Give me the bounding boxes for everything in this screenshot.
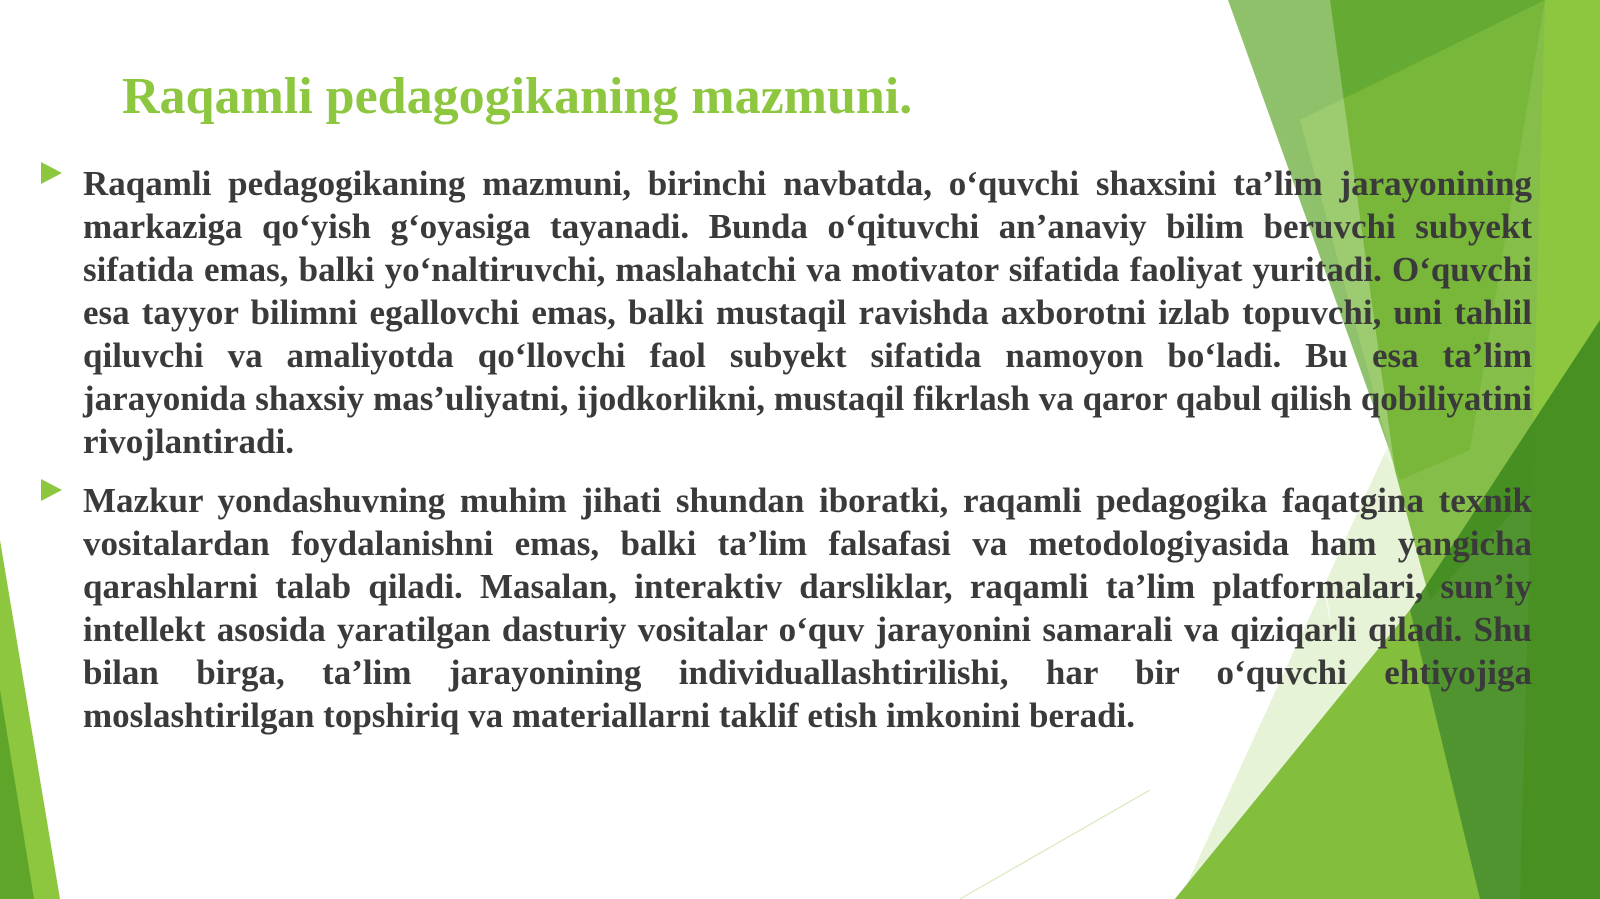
bullet-text: Raqamli pedagogikaning mazmuni, birinchi navbatda, o‘quvchi shaxsini ta’lim jarayonining markaziga qo‘yish g‘oyasiga tayanadi. Bunda o‘qituvchi an’anaviy bilim beruvchi subyekt sifatida emas, balki yo‘naltiruvchi, maslahatchi va motivator sifatida faoliyat yuritadi. O‘quvchi esa tayyor bilimni egallovchi emas, balki mustaqil ravishda axborotni izlab topuvchi, uni tahlil qiluvchi va amaliyotda qo‘llovchi faol subyekt sifatida namoyon bo‘ladi. Bu esa ta’lim jarayonida shaxsiy mas’uliyatni, ijodkorlikni, mustaqil fikrlash va qaror qabul qilish qobiliyatini rivojlantiradi. (83, 164, 1532, 461)
bullet-text: Mazkur yondashuvning muhim jihati shundan iboratki, raqamli pedagogika faqatgina texnik vositalardan foydalanishni emas, balki ta’lim falsafasi va metodologiyasida ham yangicha qarashlarni talab qiladi. Masalan, interaktiv darsliklar, raqamli ta’lim platformalari, sun’iy intellekt asosida yaratilgan dasturiy vositalar o‘quv jarayonini samarali va qiziqarli qiladi. Shu bilan birga, ta’lim jarayonining individuallashtirilishi, har bir o‘quvchi ehtiyojiga moslashtirilgan topshiriq va materiallarni taklif etish imkonini beradi. (83, 481, 1532, 735)
bullet-item (38, 479, 1532, 737)
decor-thin-line (960, 790, 1150, 899)
slide-title: Raqamli pedagogikaning mazmuni. (122, 68, 913, 125)
bullet-item (38, 162, 1532, 463)
arrow-bullet-icon (41, 162, 62, 184)
arrow-bullet-icon (41, 479, 62, 501)
bullet-list (38, 162, 1532, 753)
